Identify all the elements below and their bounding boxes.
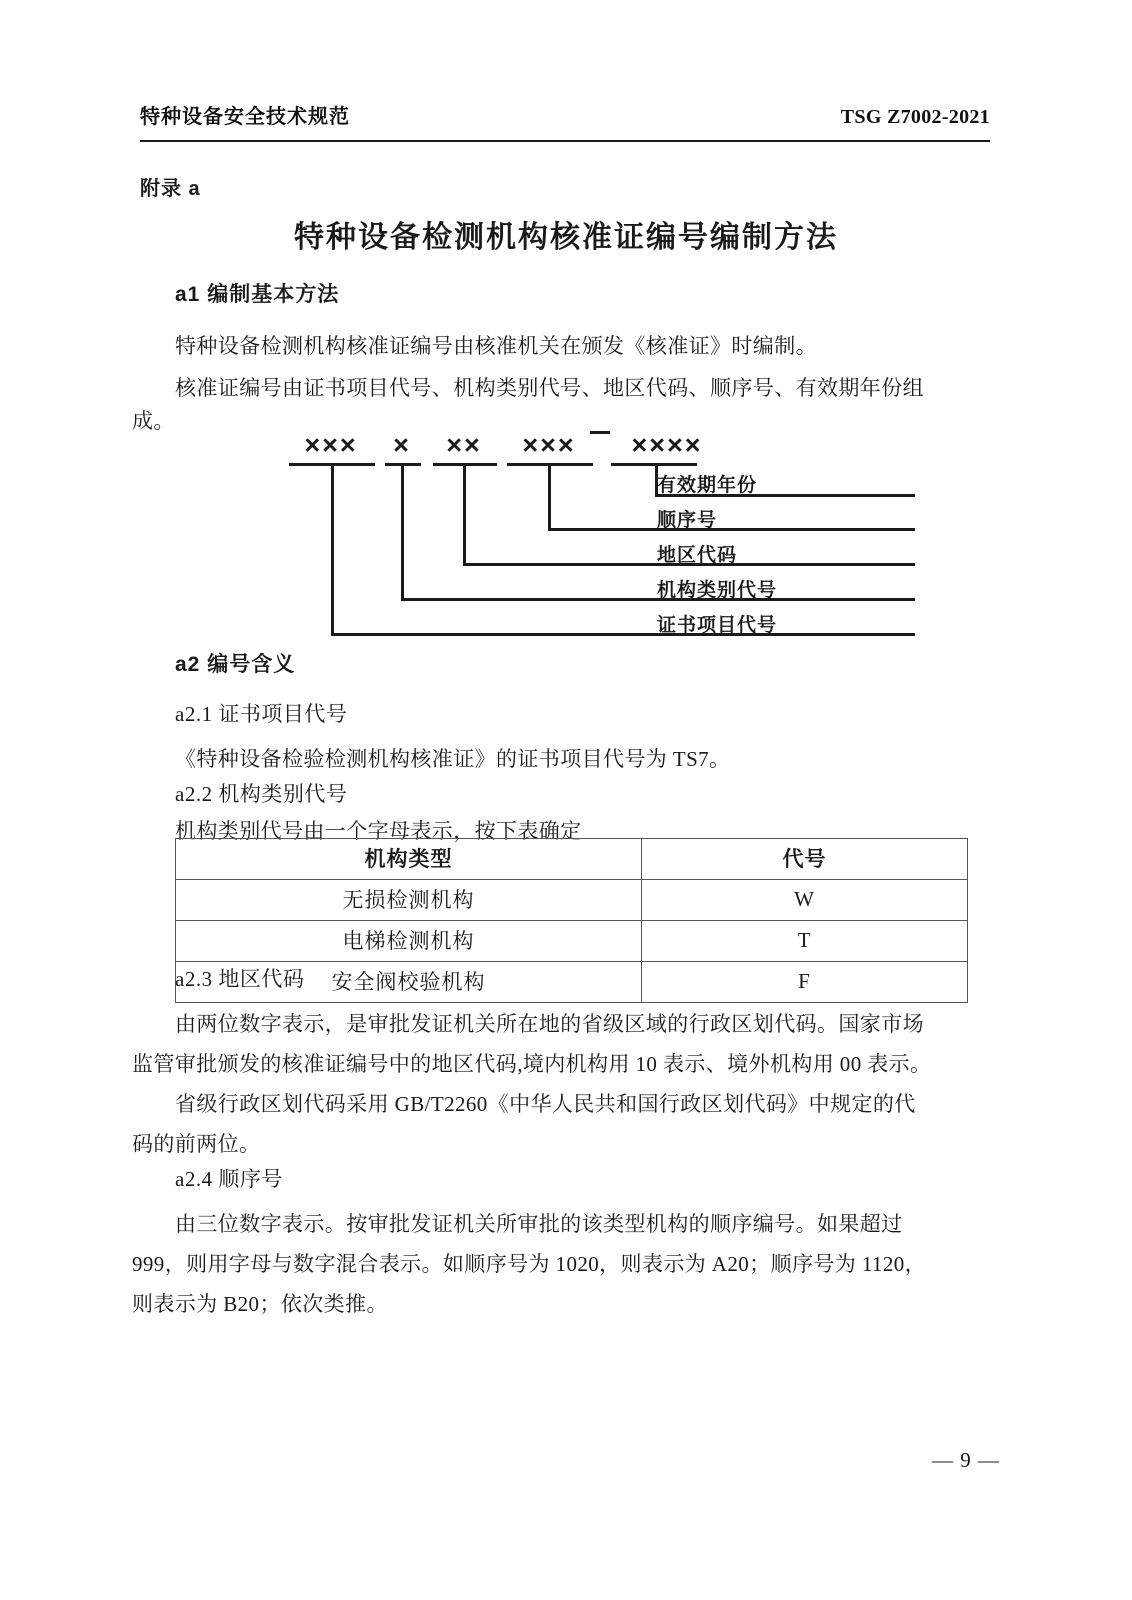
diagram-group-chars-2: × (393, 430, 411, 460)
diagram-group-chars-3: ×× (446, 430, 482, 460)
paragraph-a1-1-line1: 特种设备检测机构核准证编号由核准机关在颁发《核准证》时编制。 (175, 334, 817, 358)
dash-icon (590, 431, 610, 434)
section-heading-a2: a2 编号含义 (175, 653, 296, 676)
paragraph-a2-3-2-line2: 码的前两位。 (132, 1132, 261, 1156)
certificate-number-composition-diagram (285, 430, 845, 635)
appendix-label: 附录 a (140, 178, 201, 200)
header-right-standard-number: TSG Z7002-2021 (840, 106, 990, 128)
section-heading-a2-1: a2.1 证书项目代号 (175, 702, 348, 726)
diagram-label-validity-year: 有效期年份 (657, 475, 758, 496)
paragraph-a1-1 (175, 325, 990, 367)
table-cell-institution-type: 无损检测机构 (176, 880, 642, 921)
table-cell-code: W (642, 880, 968, 921)
paragraph-a2-1 (175, 738, 990, 780)
diagram-label-institution-type: 机构类别代号 (657, 580, 778, 601)
section-heading-a2-4: a2.4 顺序号 (175, 1167, 283, 1191)
diagram-group-chars-1: ××× (304, 430, 358, 460)
diagram-label-sequence-number: 顺序号 (657, 510, 718, 531)
table-header-code: 代号 (642, 839, 968, 880)
paragraph-a2-4-line3: 则表示为 B20；依次类推。 (132, 1292, 388, 1316)
header-divider-rule (140, 140, 990, 142)
diagram-leader-vertical-1 (331, 463, 334, 635)
paragraph-a2-2-line1: 机构类别代号由一个字母表示，按下表确定 (175, 819, 582, 843)
diagram-leader-vertical-2 (401, 463, 404, 600)
section-heading-a2-3: a2.3 地区代码 (175, 967, 305, 991)
diagram-group-chars-4: ××× (522, 430, 576, 460)
diagram-label-certificate-item: 证书项目代号 (657, 615, 778, 636)
table-row (176, 880, 968, 921)
table-row (176, 921, 968, 962)
page-number: — 9 — (932, 1448, 1000, 1472)
diagram-leader-horizontal-4 (548, 528, 915, 531)
running-header (140, 100, 990, 129)
diagram-label-region-code: 地区代码 (657, 545, 738, 566)
table-header-row (176, 839, 968, 880)
diagram-group-chars-5: ×××× (631, 430, 703, 460)
paragraph-a2-3-1-line2: 监管审批颁发的核准证编号中的地区代码,境内机构用 10 表示、境外机构用 00 表示。 (132, 1052, 932, 1076)
diagram-underline-5 (611, 463, 697, 466)
paragraph-a2-3-2-line1: 省级行政区划代码采用 GB/T2260《中华人民共和国行政区划代码》中规定的代 (175, 1092, 916, 1116)
paragraph-a1-2-line1: 核准证编号由证书项目代号、机构类别代号、地区代码、顺序号、有效期年份组 (175, 376, 924, 400)
diagram-leader-vertical-4 (548, 463, 551, 530)
paragraph-a2-4-line1: 由三位数字表示。按审批发证机关所审批的该类型机构的顺序编号。如果超过 (175, 1212, 903, 1236)
page-title: 特种设备检测机构核准证编号编制方法 (294, 221, 838, 254)
table-cell-institution-type: 电梯检测机构 (176, 921, 642, 962)
table-cell-code: T (642, 921, 968, 962)
paragraph-a2-4-line2: 999，则用字母与数字混合表示。如顺序号为 1020，则表示为 A20；顺序号为 1120， (132, 1252, 927, 1276)
table-header-institution-type: 机构类型 (176, 839, 642, 880)
section-heading-a2-2: a2.2 机构类别代号 (175, 782, 348, 806)
paragraph-a2-3-1-line1: 由两位数字表示，是审批发证机关所在地的省级区域的行政区划代码。国家市场 (175, 1012, 924, 1036)
diagram-leader-horizontal-1 (331, 633, 915, 636)
table-cell-institution-type: 安全阀校验机构 (176, 962, 642, 1003)
paragraph-a1-2-line2: 成。 (132, 409, 175, 433)
table-cell-code: F (642, 962, 968, 1003)
diagram-leader-vertical-3 (463, 463, 466, 565)
section-heading-a1: a1 编制基本方法 (175, 283, 340, 306)
paragraph-a2-1-line1: 《特种设备检验检测机构核准证》的证书项目代号为 TS7。 (175, 747, 731, 771)
header-left-text: 特种设备安全技术规范 (140, 106, 350, 128)
